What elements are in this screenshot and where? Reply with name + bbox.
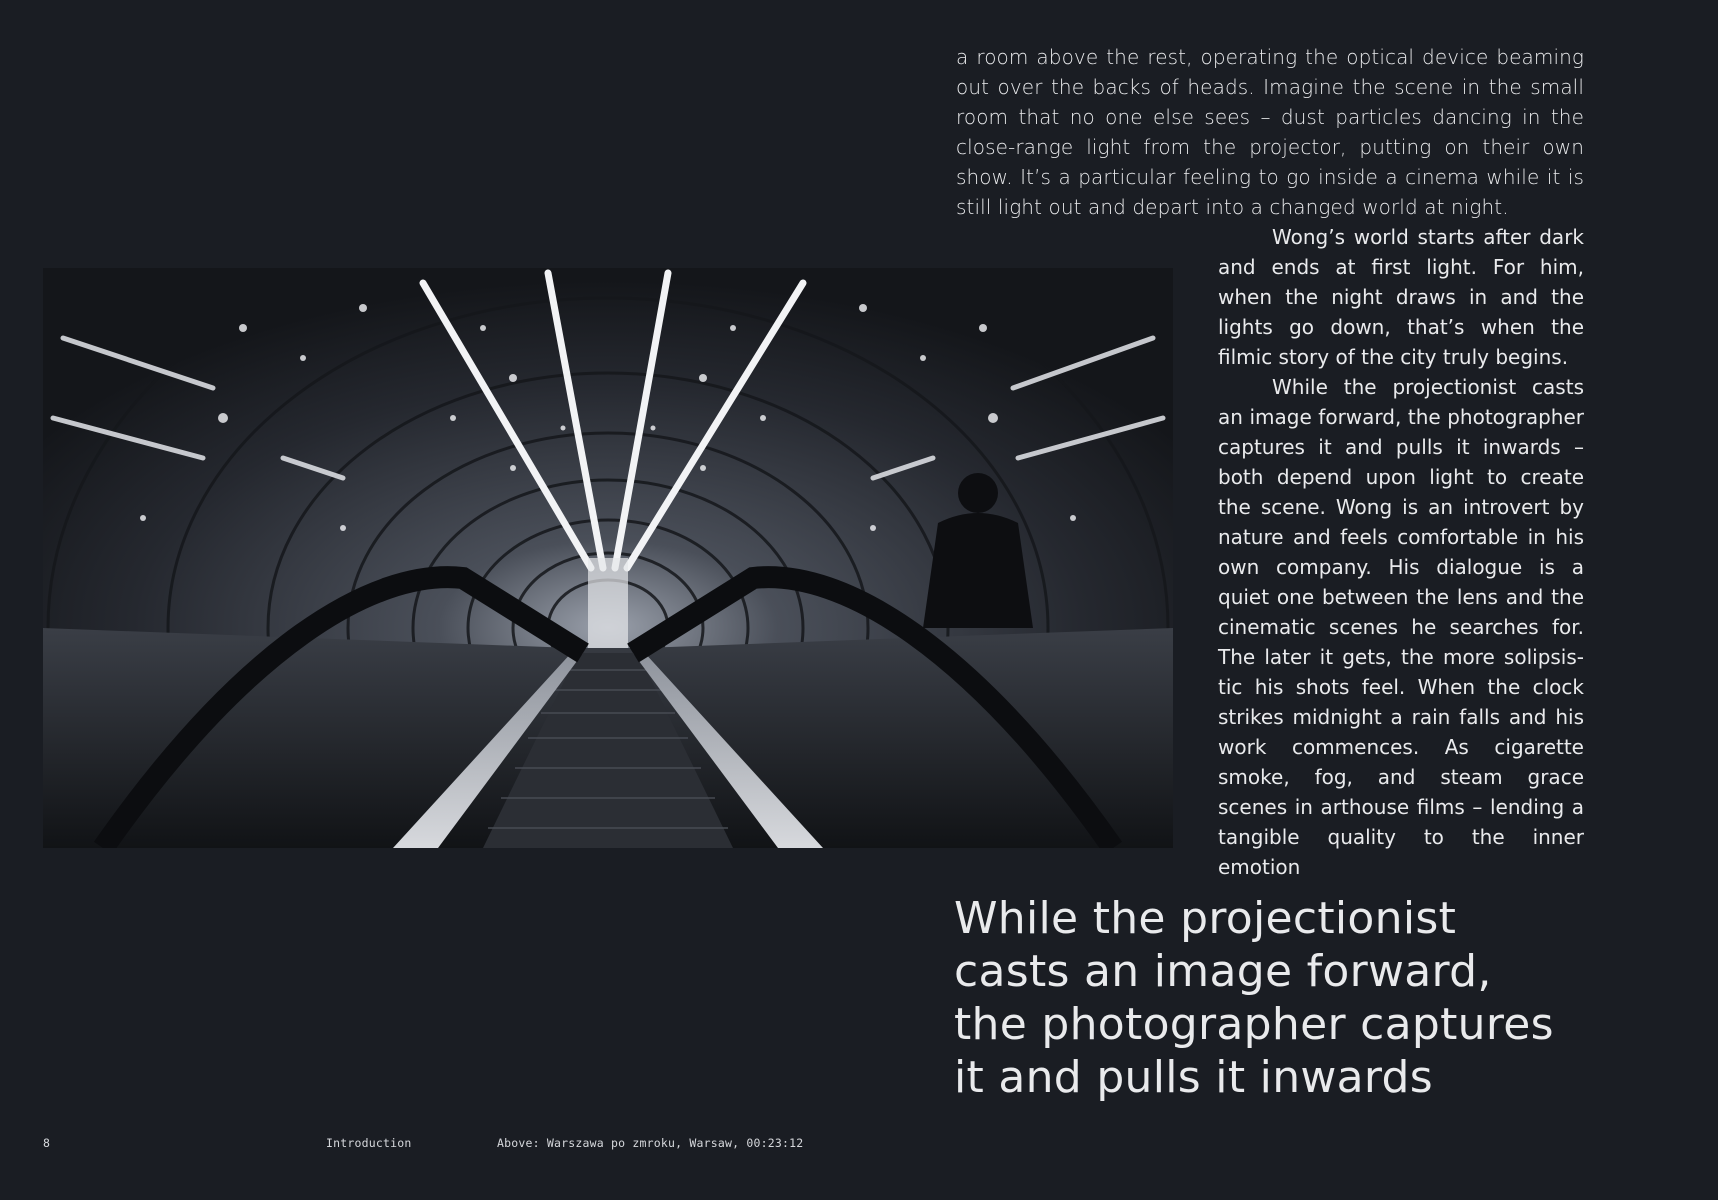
pull-quote-line-2: casts an image forward,: [954, 946, 1492, 997]
body-paragraph-3: While the projectionist casts an image forward, the photographer captures it and pulls it inwards – both depend upon light to create the scene. Wong is an introvert by nature and feels comfortable in his own company. His dialogue is a quiet one between the lens and the cinematic scenes he searches for. The later it gets, the more solipsistic his shots feel. When the clock strikes midnight a rain falls and his work commences. As cigarette smoke, fog, and steam grace scenes in arthouse films – lending a tangible quality to the inner emotion: [1218, 375, 1584, 879]
photo-caption: Above: Warszawa po zmroku, Warsaw, 00:23:12: [497, 1136, 804, 1150]
body-paragraph-top: a room above the rest, operating the optical device beaming out over the backs of heads. Imagine the scene in the small room that no one else sees – dust particles dancing in the close-range light from the projector, putting on their own show. It’s a particular feeling to go inside a cinema while it is still light out and depart into a changed world at night.: [956, 45, 1584, 219]
section-label: Introduction: [326, 1136, 412, 1150]
body-column-side: [1218, 222, 1584, 882]
escalator-tunnel-photo: [43, 268, 1173, 848]
page-number: 8: [43, 1136, 51, 1150]
body-column-top: [956, 42, 1584, 222]
pull-quote-line-1: While the projectionist: [954, 893, 1457, 944]
body-paragraph-2: Wong’s world starts after dark and ends at first light. For him, when the night draws in and the lights go down, that’s when the filmic story of the city truly begins.: [1218, 225, 1584, 369]
pull-quote-line-4: it and pulls it inwards: [954, 1052, 1433, 1103]
pull-quote-line-3: the photographer captures: [954, 999, 1554, 1050]
pull-quote: [954, 892, 1634, 1104]
